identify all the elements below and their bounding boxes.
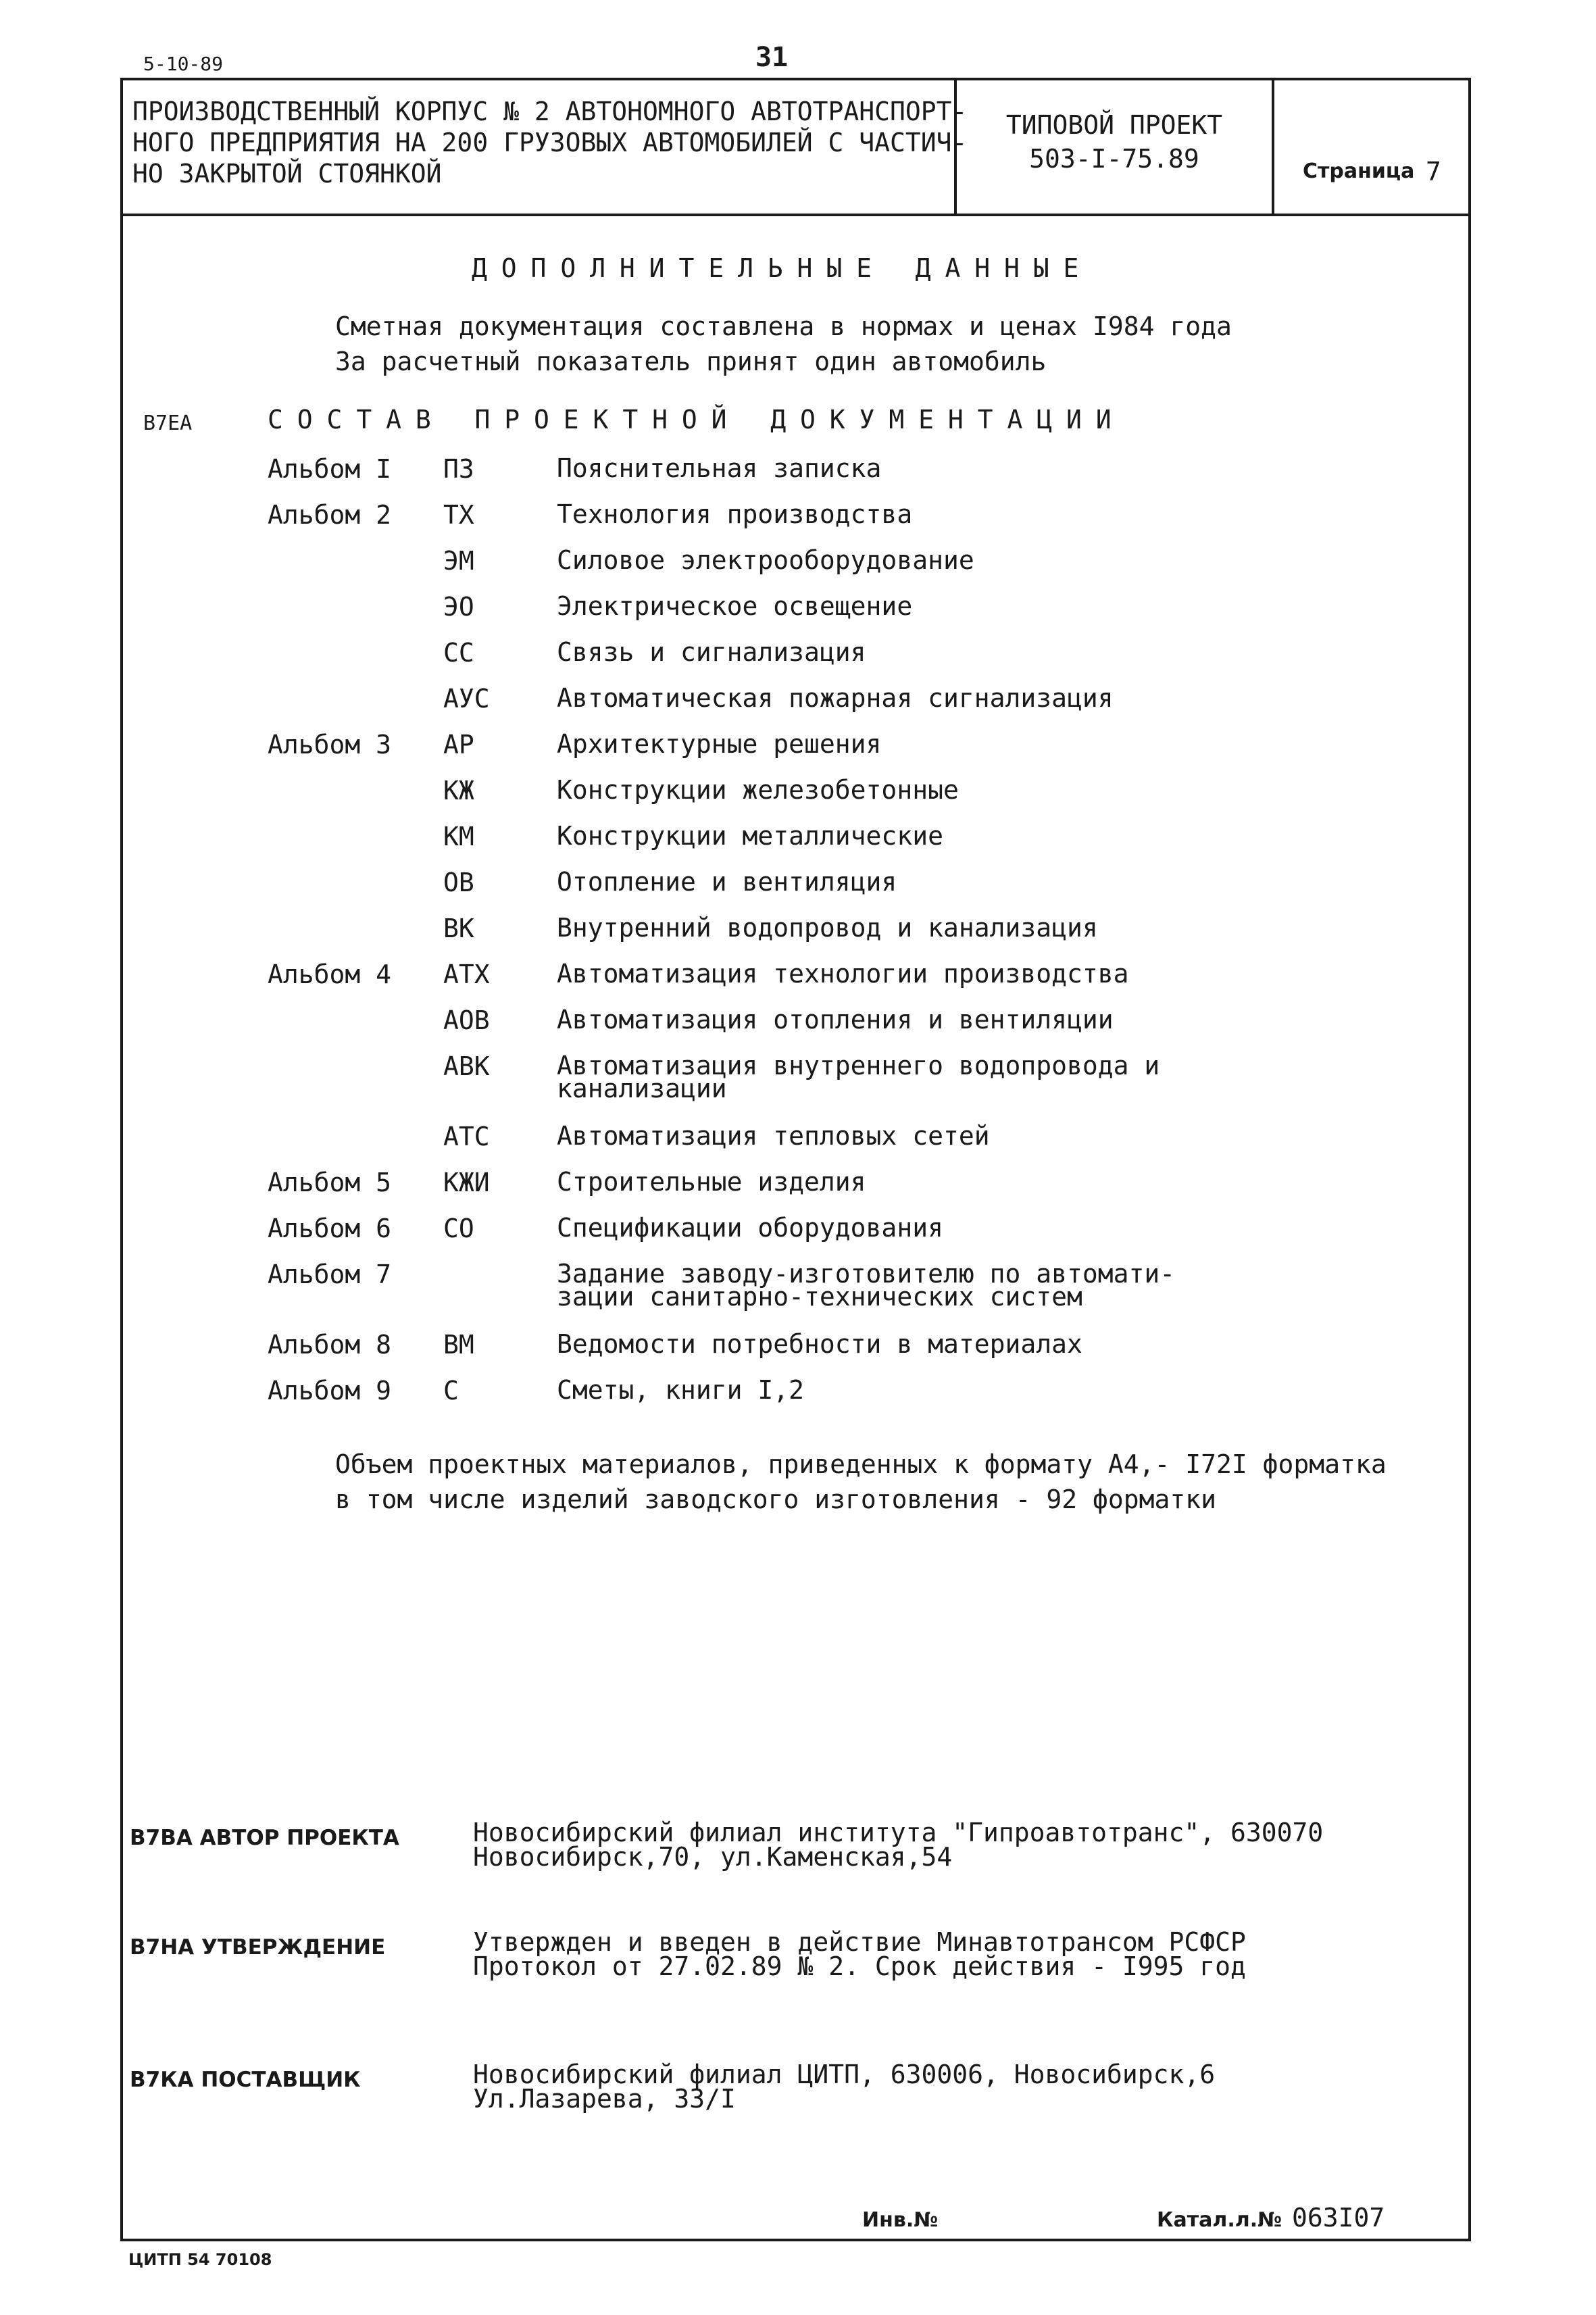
doc-title: Конструкции железобетонные (557, 775, 959, 805)
doc-title: Задание заводу-изготовителю по автомати- зации санитарно-технических систем (557, 1259, 1176, 1312)
doc-code: АР (443, 730, 474, 760)
doc-code: ВК (443, 914, 474, 943)
doc-code: ПЗ (443, 454, 474, 484)
project-title-line-1: ПРОИЗВОДСТВЕННЫЙ КОРПУС № 2 АВТОНОМНОГО АВТОТРАНСПОРТ- (132, 97, 968, 126)
doc-title: Силовое электрооборудование (557, 545, 974, 575)
doc-code: ЭМ (443, 546, 474, 576)
project-title-line-3: НО ЗАКРЫТОЙ СТОЯНКОЙ (132, 159, 442, 189)
album-label: Альбом 4 (268, 960, 392, 989)
page-frame (120, 78, 1471, 2241)
doc-code: АУС (443, 684, 490, 714)
composition-code: В7ЕА (143, 412, 193, 435)
supplier-label: В7КА ПОСТАВЩИК (130, 2068, 361, 2092)
doc-code: ОВ (443, 868, 474, 897)
doc-code: АВК (443, 1051, 490, 1081)
doc-title: Автоматизация внутреннего водопровода и канализации (557, 1051, 1160, 1103)
supplier-text: Новосибирский филиал ЦИТП, 630006, Новосибирск,6 Ул.Лазарева, 33/I (473, 2060, 1216, 2114)
page-label: Страница (1303, 159, 1415, 183)
header-divider (120, 214, 1471, 216)
inventory-label: Инв.№ (862, 2208, 939, 2232)
author-text: Новосибирский филиал института "Гипроавтотранс", 630070 Новосибирск,70, ул.Каменская,54 (473, 1818, 1324, 1872)
approval-label: В7НА УТВЕРЖДЕНИЕ (130, 1935, 386, 1960)
doc-title: Сметы, книги I,2 (557, 1375, 805, 1405)
doc-code: АТС (443, 1122, 490, 1151)
doc-code: КМ (443, 822, 474, 851)
doc-code: КЖИ (443, 1168, 490, 1197)
page-number: 7 (1426, 157, 1441, 186)
doc-title: Связь и сигнализация (557, 637, 866, 667)
doc-title: Ведомости потребности в материалах (557, 1329, 1082, 1359)
album-label: Альбом 8 (268, 1330, 392, 1360)
header-col-divider-2 (1272, 78, 1274, 215)
indicator-note: За расчетный показатель принят один автомобиль (335, 347, 1047, 376)
doc-title: Автоматизация тепловых сетей (557, 1121, 990, 1151)
doc-title: Автоматизация отопления и вентиляции (557, 1005, 1114, 1035)
project-number: 503-I-75.89 (1029, 144, 1199, 174)
volume-note-2: в том числе изделий заводского изготовления - 92 форматки (335, 1485, 1217, 1514)
additional-heading: ДОПОЛНИТЕЛЬНЫЕ ДАННЫЕ (472, 253, 1093, 283)
album-label: Альбом 9 (268, 1376, 392, 1405)
doc-code: АТХ (443, 960, 490, 989)
album-label: Альбом 2 (268, 500, 392, 530)
doc-title: Конструкции металлические (557, 821, 943, 851)
doc-code: С (443, 1376, 459, 1405)
project-label: ТИПОВОЙ ПРОЕКТ (1005, 110, 1223, 140)
doc-title: Спецификации оборудования (557, 1213, 943, 1243)
album-label: Альбом 3 (268, 730, 392, 760)
doc-title: Электрическое освещение (557, 591, 913, 621)
doc-code: СО (443, 1214, 474, 1243)
doc-code: ВМ (443, 1330, 474, 1360)
approval-text: Утвержден и введен в действие Минавтотрансом РСФСР Протокол от 27.02.89 № 2. Срок действия - I995 год (473, 1927, 1246, 1981)
doc-title: Архитектурные решения (557, 729, 882, 759)
doc-code: ЭО (443, 592, 474, 622)
doc-code: КЖ (443, 776, 474, 805)
doc-title: Строительные изделия (557, 1167, 866, 1197)
project-title (132, 96, 967, 189)
catalog-number: 063I07 (1292, 2203, 1385, 2233)
project-title-line-2: НОГО ПРЕДПРИЯТИЯ НА 200 ГРУЗОВЫХ АВТОМОБИЛЕЙ С ЧАСТИЧ- (132, 128, 968, 157)
catalog-label: Катал.л.№ (1157, 2208, 1282, 2232)
doc-title: Пояснительная записка (557, 453, 882, 483)
composition-heading: СОСТАВ ПРОЕКТНОЙ ДОКУМЕНТАЦИИ (268, 405, 1126, 434)
doc-code: ТХ (443, 500, 474, 530)
author-label: В7ВА АВТОР ПРОЕКТА (130, 1826, 399, 1850)
doc-title: Отопление и вентиляция (557, 867, 897, 897)
doc-title: Внутренний водопровод и канализация (557, 913, 1098, 943)
doc-title: Автоматизация технологии производства (557, 959, 1129, 989)
document-date: 5-10-89 (143, 53, 224, 75)
doc-code: СС (443, 638, 474, 668)
album-label: Альбом 6 (268, 1214, 392, 1243)
album-label: Альбом 7 (268, 1260, 392, 1289)
estimate-note: Сметная документация составлена в нормах и ценах I984 года (335, 312, 1232, 341)
album-label: Альбом 5 (268, 1168, 392, 1197)
doc-code: АОВ (443, 1005, 490, 1035)
album-label: Альбом I (268, 454, 392, 484)
sheet-number: 31 (755, 42, 789, 73)
doc-title: Технология производства (557, 499, 913, 529)
printer-mark: ЦИТП 54 70108 (128, 2250, 272, 2269)
doc-title: Автоматическая пожарная сигнализация (557, 683, 1114, 713)
volume-note-1: Объем проектных материалов, приведенных к формату А4,- I72I форматка (335, 1449, 1387, 1479)
